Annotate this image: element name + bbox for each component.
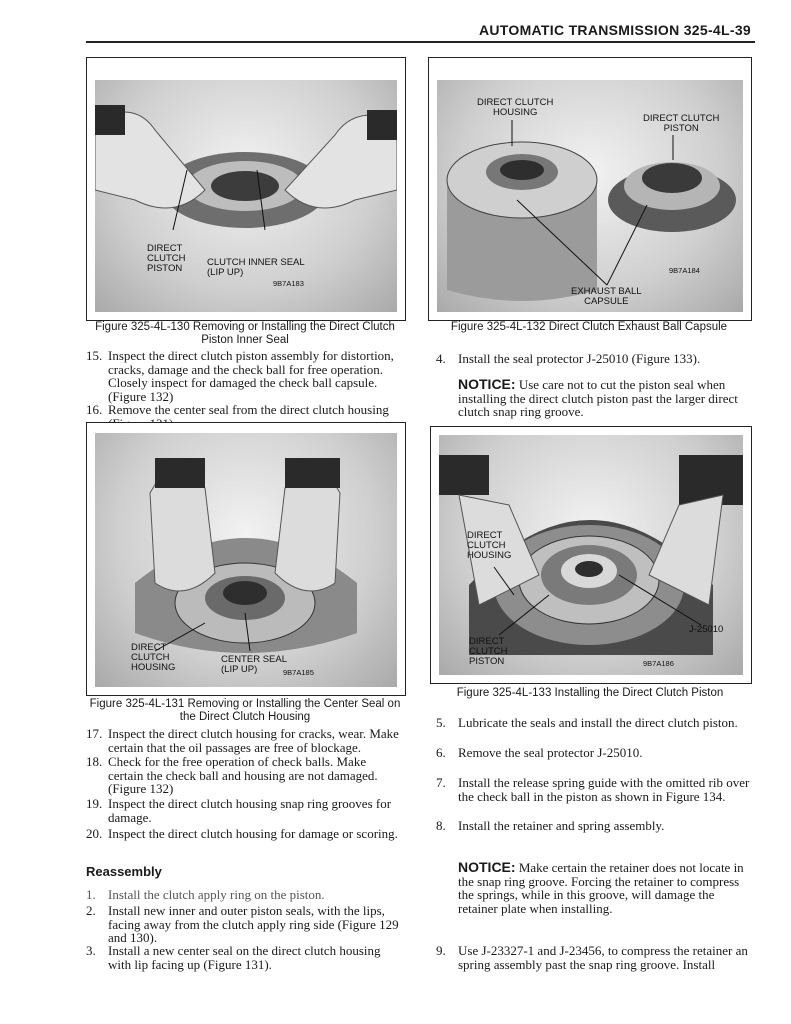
step-number: 4. — [436, 351, 446, 366]
reassembly-step-2 — [86, 904, 404, 945]
step-number: 3. — [86, 943, 96, 958]
step-number: 18. — [86, 754, 103, 769]
step-number: 6. — [436, 745, 446, 760]
reassembly-step-1 — [86, 888, 404, 902]
notice-text: Make certain the retainer does not locate in the snap ring groove. Forcing the retainer to compress the springs, while in this groove, will damage the retainer plate when installing. — [458, 860, 744, 916]
reassembly-heading: Reassembly — [86, 864, 162, 879]
label-clutch-inner-seal: CLUTCH INNER SEAL (LIP UP) — [207, 257, 305, 278]
step-4 — [436, 352, 752, 366]
label-direct-clutch-piston: DIRECT CLUTCH PISTON — [147, 243, 186, 274]
step-number: 19. — [86, 796, 103, 811]
step-text: Install the retainer and spring assembly. — [458, 818, 665, 833]
notice-text: Use care not to cut the piston seal when installing the direct clutch piston past the larger direct clutch snap ring groove. — [458, 377, 738, 420]
step-20 — [86, 827, 404, 841]
notice-keyword: NOTICE: — [458, 376, 516, 392]
step-text: Inspect the direct clutch housing for cracks, wear. Make certain that the oil passages are free of blockage. — [108, 726, 399, 755]
step-17 — [86, 727, 404, 754]
figure-131 — [86, 422, 406, 696]
step-18 — [86, 755, 404, 796]
reassembly-step-3 — [86, 944, 404, 971]
label-exhaust-ball-capsule: EXHAUST BALL CAPSULE — [571, 286, 642, 307]
figure-130-caption: Figure 325-4L-130 Removing or Installing the Direct Clutch Piston Inner Seal — [95, 321, 395, 346]
step-8 — [436, 819, 754, 833]
label-direct-clutch-piston: DIRECT CLUTCH PISTON — [469, 636, 508, 667]
step-text: Install the release spring guide with the omitted rib over the check ball in the piston as shown in Figure 134. — [458, 775, 750, 804]
step-number: 1. — [86, 887, 96, 902]
step-number: 2. — [86, 903, 96, 918]
step-number: 7. — [436, 775, 446, 790]
step-5 — [436, 716, 754, 730]
step-text: Use J-23327-1 and J-23456, to compress the retainer an spring assembly past the snap ring groove. Install — [458, 943, 748, 972]
figure-133-code: 9B7A186 — [643, 659, 674, 668]
figure-131-caption: Figure 325-4L-131 Removing or Installing the Center Seal on the Direct Clutch Housing — [89, 698, 401, 723]
step-text: Inspect the direct clutch piston assembly for distortion, cracks, damage and the check ball for free operation. Closely inspect for damaged the check ball capsule. (Figure 132) — [108, 348, 394, 404]
step-number: 5. — [436, 715, 446, 730]
label-direct-clutch-piston: DIRECT CLUTCH PISTON — [643, 113, 720, 134]
step-text: Inspect the direct clutch housing for damage or scoring. — [108, 826, 398, 841]
page-header-title: AUTOMATIC TRANSMISSION 325-4L-39 — [478, 22, 751, 38]
figure-130-code: 9B7A183 — [273, 279, 304, 288]
label-direct-clutch-housing: DIRECT CLUTCH HOUSING — [467, 530, 512, 561]
step-9 — [436, 944, 754, 971]
figure-133-caption: Figure 325-4L-133 Installing the Direct Clutch Piston — [456, 687, 724, 699]
step-number: 16. — [86, 402, 103, 417]
figure-131-code: 9B7A185 — [283, 668, 314, 677]
figure-133 — [430, 426, 752, 684]
step-text: Install new inner and outer piston seals, with the lips, facing away from the clutch apply ring side (Figure 129 and 130). — [108, 903, 399, 946]
step-number: 20. — [86, 826, 103, 841]
step-text: Check for the free operation of check balls. Make certain the check ball and housing are not damaged. (Figure 132) — [108, 754, 378, 797]
step-text: Install a new center seal on the direct clutch housing with lip facing up (Figure 131). — [108, 943, 381, 972]
header-rule — [86, 41, 755, 43]
step-text: Remove the center seal from the direct clutch housing — [108, 402, 389, 417]
step-text: Lubricate the seals and install the direct clutch piston. — [458, 715, 738, 730]
step-number: 9. — [436, 943, 446, 958]
step-number: 8. — [436, 818, 446, 833]
step-6 — [436, 746, 754, 760]
step-text: Install the clutch apply ring on the piston. — [108, 887, 325, 902]
label-direct-clutch-housing: DIRECT CLUTCH HOUSING — [477, 97, 554, 118]
label-direct-clutch-housing: DIRECT CLUTCH HOUSING — [131, 642, 176, 673]
figure-132 — [428, 57, 752, 321]
figure-130 — [86, 57, 406, 321]
step-text: Remove the seal protector J-25010. — [458, 745, 643, 760]
step-text: Install the seal protector J-25010 (Figure 133). — [458, 351, 701, 366]
figure-132-code: 9B7A184 — [669, 266, 700, 275]
label-tool-j25010: J-25010 — [689, 624, 724, 635]
step-15 — [86, 349, 404, 403]
step-number: 15. — [86, 348, 103, 363]
step-7 — [436, 776, 754, 803]
notice-keyword: NOTICE: — [458, 859, 516, 875]
step-19 — [86, 797, 404, 824]
step-text: Inspect the direct clutch housing snap ring grooves for damage. — [108, 796, 392, 825]
notice-1 — [458, 378, 752, 419]
notice-2 — [458, 861, 754, 915]
figure-132-caption: Figure 325-4L-132 Direct Clutch Exhaust Ball Capsule — [450, 321, 728, 333]
label-center-seal: CENTER SEAL (LIP UP) — [221, 654, 287, 675]
step-number: 17. — [86, 726, 103, 741]
